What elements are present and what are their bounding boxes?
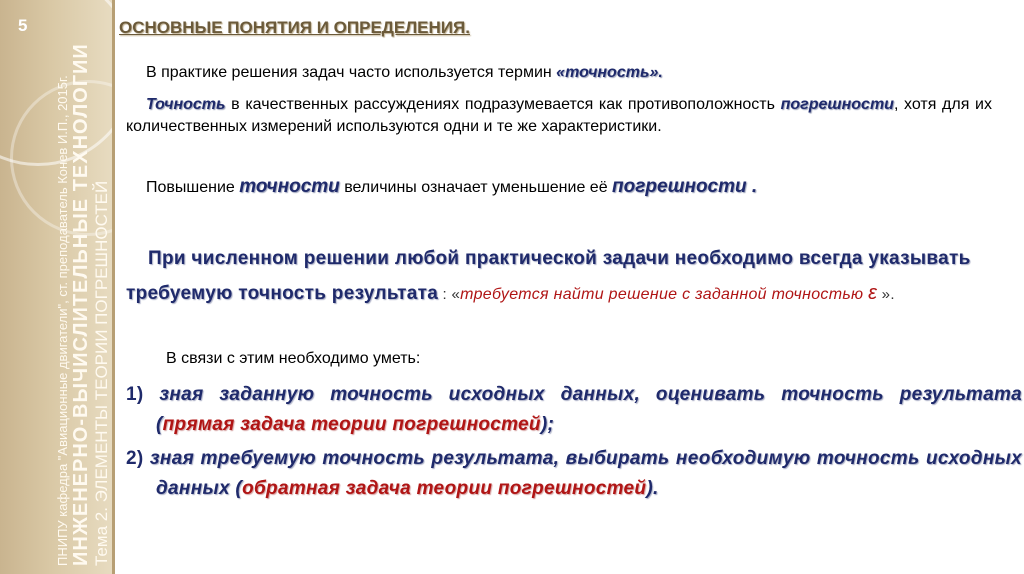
term-pogreshnost: погрешности . [612,176,758,197]
term-tochnost: точности [239,176,340,197]
term-pogreshnost: погрешности [780,96,894,113]
direct-problem-term: прямая задача теории погрешностей [162,414,541,435]
epsilon-symbol: ε [868,282,878,304]
sidebar-topic: Тема 2. ЭЛЕМЕНТЫ ТЕОРИИ ПОГРЕШНОСТЕЙ [92,180,111,566]
paragraph-text: в качественных рассуждениях подразумевается как противоположность [225,96,781,113]
paragraph-text: величины означает уменьшение её [339,179,613,196]
paragraph-increase [146,176,956,199]
paragraph-skills-intro [166,348,866,370]
paragraph-text: , хотя для их количественных измерений используются одни и те же характеристики. [126,96,992,135]
sidebar [0,0,112,574]
list-number: 2) [126,448,144,469]
sidebar-vertical-text [56,43,110,566]
paragraph-text: Повышение [146,179,240,196]
list-number: 1) [126,384,144,405]
paragraph-definition [126,94,992,138]
quote-open: : « [438,286,461,303]
sidebar-course-title: ИНЖЕНЕРНО-ВЫЧИСЛИТЕЛЬНЫЕ ТЕХНОЛОГИИ [70,43,92,566]
paragraph-text: В связи с этим необходимо уметь: [166,350,421,367]
list-item-2 [126,444,1022,504]
list-item-text: зная требуемую точность результата, выбирать необходимую точность исходных данных ( [143,448,1022,499]
sidebar-divider [112,0,115,574]
sidebar-author-line: ПНИПУ кафедра "Авиационные двигатели", ст. преподаватель Конев И.П., 2015г. [55,75,70,566]
term-tochnost: «точность». [556,64,663,81]
list-item-text: ); [540,414,555,435]
paragraph-term-intro [146,62,992,84]
quote-close: ». [877,286,895,303]
requirement-quote: требуется найти решение с заданной точностью [460,286,869,303]
requirement-text: При численном решении любой практической задачи необходимо всегда указывать требуемую точность результата [126,248,971,304]
list-item-1 [126,380,1022,440]
paragraph-text: В практике решения задач часто используется термин [146,64,557,81]
slide-number: 5 [18,16,28,35]
term-tochnost: Точность [146,96,226,113]
slide-title: ОСНОВНЫЕ ПОНЯТИЯ И ОПРЕДЕЛЕНИЯ. [119,18,470,37]
inverse-problem-term: обратная задача теории погрешностей [242,478,647,499]
paragraph-requirement [126,242,992,312]
list-item-text: зная заданную точность исходных данных, оценивать точность результата ( [143,384,1022,435]
list-item-text: ). [646,478,659,499]
